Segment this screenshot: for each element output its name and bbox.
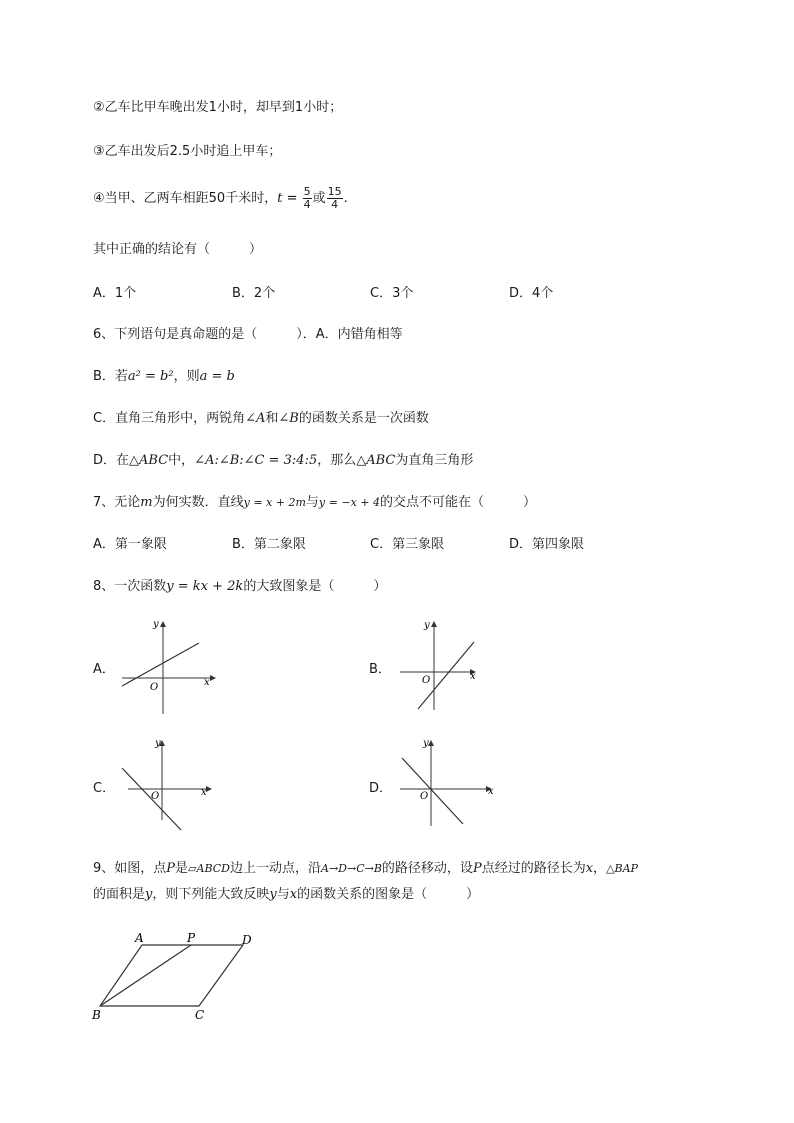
label-d: D [242,933,252,947]
label-b: B [92,1008,101,1022]
q9-var-y: y [145,887,153,902]
frac-den: 4 [303,198,311,211]
q9-text10: 的函数关系的图象是（ ） [297,887,480,902]
q7-text3: 与 [305,495,319,510]
function-line [402,758,463,824]
equals: = [282,191,302,206]
q8-option-a-label[interactable]: A． [93,662,115,677]
q8-option-c-label[interactable]: C． [93,781,116,796]
q5-option-c[interactable]: C．3个 [370,286,414,301]
or-text: 或 [312,191,326,206]
origin-label: O [422,675,431,686]
q7-var-m: m [140,495,153,510]
q9-text2: 是 [175,861,189,876]
q6-b-math2: a = b [199,369,235,384]
q6-d-text3: ，那么 [317,453,357,468]
y-arrow [431,621,437,627]
q5-option-d[interactable]: D．4个 [509,286,554,301]
q9-text7: 的面积是 [93,887,146,902]
q8-graph-b[interactable] [396,618,482,713]
q6-d-text2: 中， [168,453,195,468]
origin-label: O [420,791,429,802]
q6-b-text2: ，则 [173,369,200,384]
q7-option-c[interactable]: C．第三象限 [370,537,445,552]
conclusion-2: ②乙车比甲车晚出发1小时，却早到1小时； [93,100,343,115]
q7-stem [93,494,536,512]
q6-d-math: △ABC [129,453,169,468]
q8-graph-d[interactable] [396,736,496,828]
q9-parallelogram: ▱ABCD [188,862,230,875]
q9-text5: 点经过的路径长为 [481,861,586,876]
x-label: x [488,786,494,797]
q6-c-text3: 的函数关系是一次函数 [298,411,429,426]
segment-bp [100,945,191,1006]
q6-d-text4: 为直角三角形 [395,453,474,468]
q6-c-text2: 和 [265,411,279,426]
y-label: y [155,738,161,749]
q9-text8: ，则下列能大致反映 [152,887,270,902]
y-arrow [160,621,166,627]
q6-option-c[interactable] [93,410,429,428]
q9-var-p2: P [472,861,482,876]
q9-var-x: x [585,861,594,876]
q8-text: 8、一次函数 [93,579,167,594]
q9-stem-line1 [93,860,638,878]
conclusion-4 [93,185,348,213]
q8-text2: 的大致图象是（ ） [243,579,387,594]
q6-d-math2: ∠A:∠B:∠C = 3:4:5 [194,453,318,468]
origin-label: O [150,682,159,693]
q7-text2: 为何实数．直线 [152,495,244,510]
q8-eq: y = kx + 2k [166,579,244,594]
q6-c-text: C．直角三角形中，两锐角 [93,411,246,426]
q9-text3: 边上一动点，沿 [229,861,321,876]
fraction-5-4 [303,186,312,211]
x-label: x [470,671,476,682]
q9-text4: 的路径移动，设 [381,861,473,876]
q6-option-d[interactable] [93,452,473,470]
q6-option-b[interactable] [93,368,235,386]
q5-option-b[interactable]: B．2个 [232,286,276,301]
period: . [343,191,348,206]
q9-triangle: △BAP [606,862,638,875]
q9-text: 9、如图，点 [93,861,167,876]
label-p: P [187,931,196,945]
q5-option-a[interactable]: A．1个 [93,286,137,301]
q6-c-math: ∠A [245,411,266,426]
frac-num: 15 [327,185,342,198]
frac-num: 5 [303,185,311,198]
y-label: y [423,738,429,749]
q6-c-math2: ∠B [278,411,299,426]
q9-text6: ， [593,861,607,876]
q8-option-d-label[interactable]: D． [369,781,393,796]
conclusion-3: ③乙车出发后2.5小时追上甲车； [93,144,282,159]
x-label: x [204,677,210,688]
q9-text9: 与 [276,887,290,902]
label-c: C [195,1008,205,1022]
q7-option-a[interactable]: A．第一象限 [93,537,167,552]
q7-eq2: y = −x + 4 [318,496,380,509]
q8-option-b-label[interactable]: B． [369,662,391,677]
q7-option-b[interactable]: B．第二象限 [232,537,306,552]
var-t: t [277,191,283,206]
conclusion-4-text: ④当甲、乙两车相距50千米时， [93,191,278,206]
q6-d-text: D．在 [93,453,130,468]
q9-var-x2: x [289,887,298,902]
q8-graph-a[interactable] [118,618,218,718]
q6-b-text: B．若 [93,369,128,384]
fraction-15-4 [327,186,343,211]
y-arrow [428,740,434,746]
x-label: x [201,787,207,798]
q5-stem: 其中正确的结论有（ ） [93,242,263,257]
x-arrow [210,675,216,681]
q7-text: 7、无论 [93,495,141,510]
y-label: y [153,619,159,630]
q9-var-y2: y [269,887,277,902]
q8-stem [93,578,386,596]
q9-stem-line2 [93,886,479,904]
y-label: y [424,620,430,631]
q7-eq1: y = x + 2m [243,496,306,509]
q6-b-math: a² = b² [127,369,174,384]
q8-graph-c[interactable] [118,736,218,834]
q6-stem: 6、下列语句是真命题的是（ ）．A．内错角相等 [93,327,403,342]
q9-var-p: P [166,861,176,876]
q6-d-math3: △ABC [356,453,396,468]
q9-parallelogram-figure [88,928,268,1024]
x-arrow [206,786,212,792]
origin-label: O [151,791,160,802]
frac-den: 4 [331,198,339,211]
q9-path: A→D→C→B [321,862,382,875]
function-line [122,643,199,686]
q7-text4: 的交点不可能在（ ） [379,495,536,510]
label-a: A [135,931,144,945]
parallelogram-abcd [100,945,243,1006]
q7-option-d[interactable]: D．第四象限 [509,537,585,552]
